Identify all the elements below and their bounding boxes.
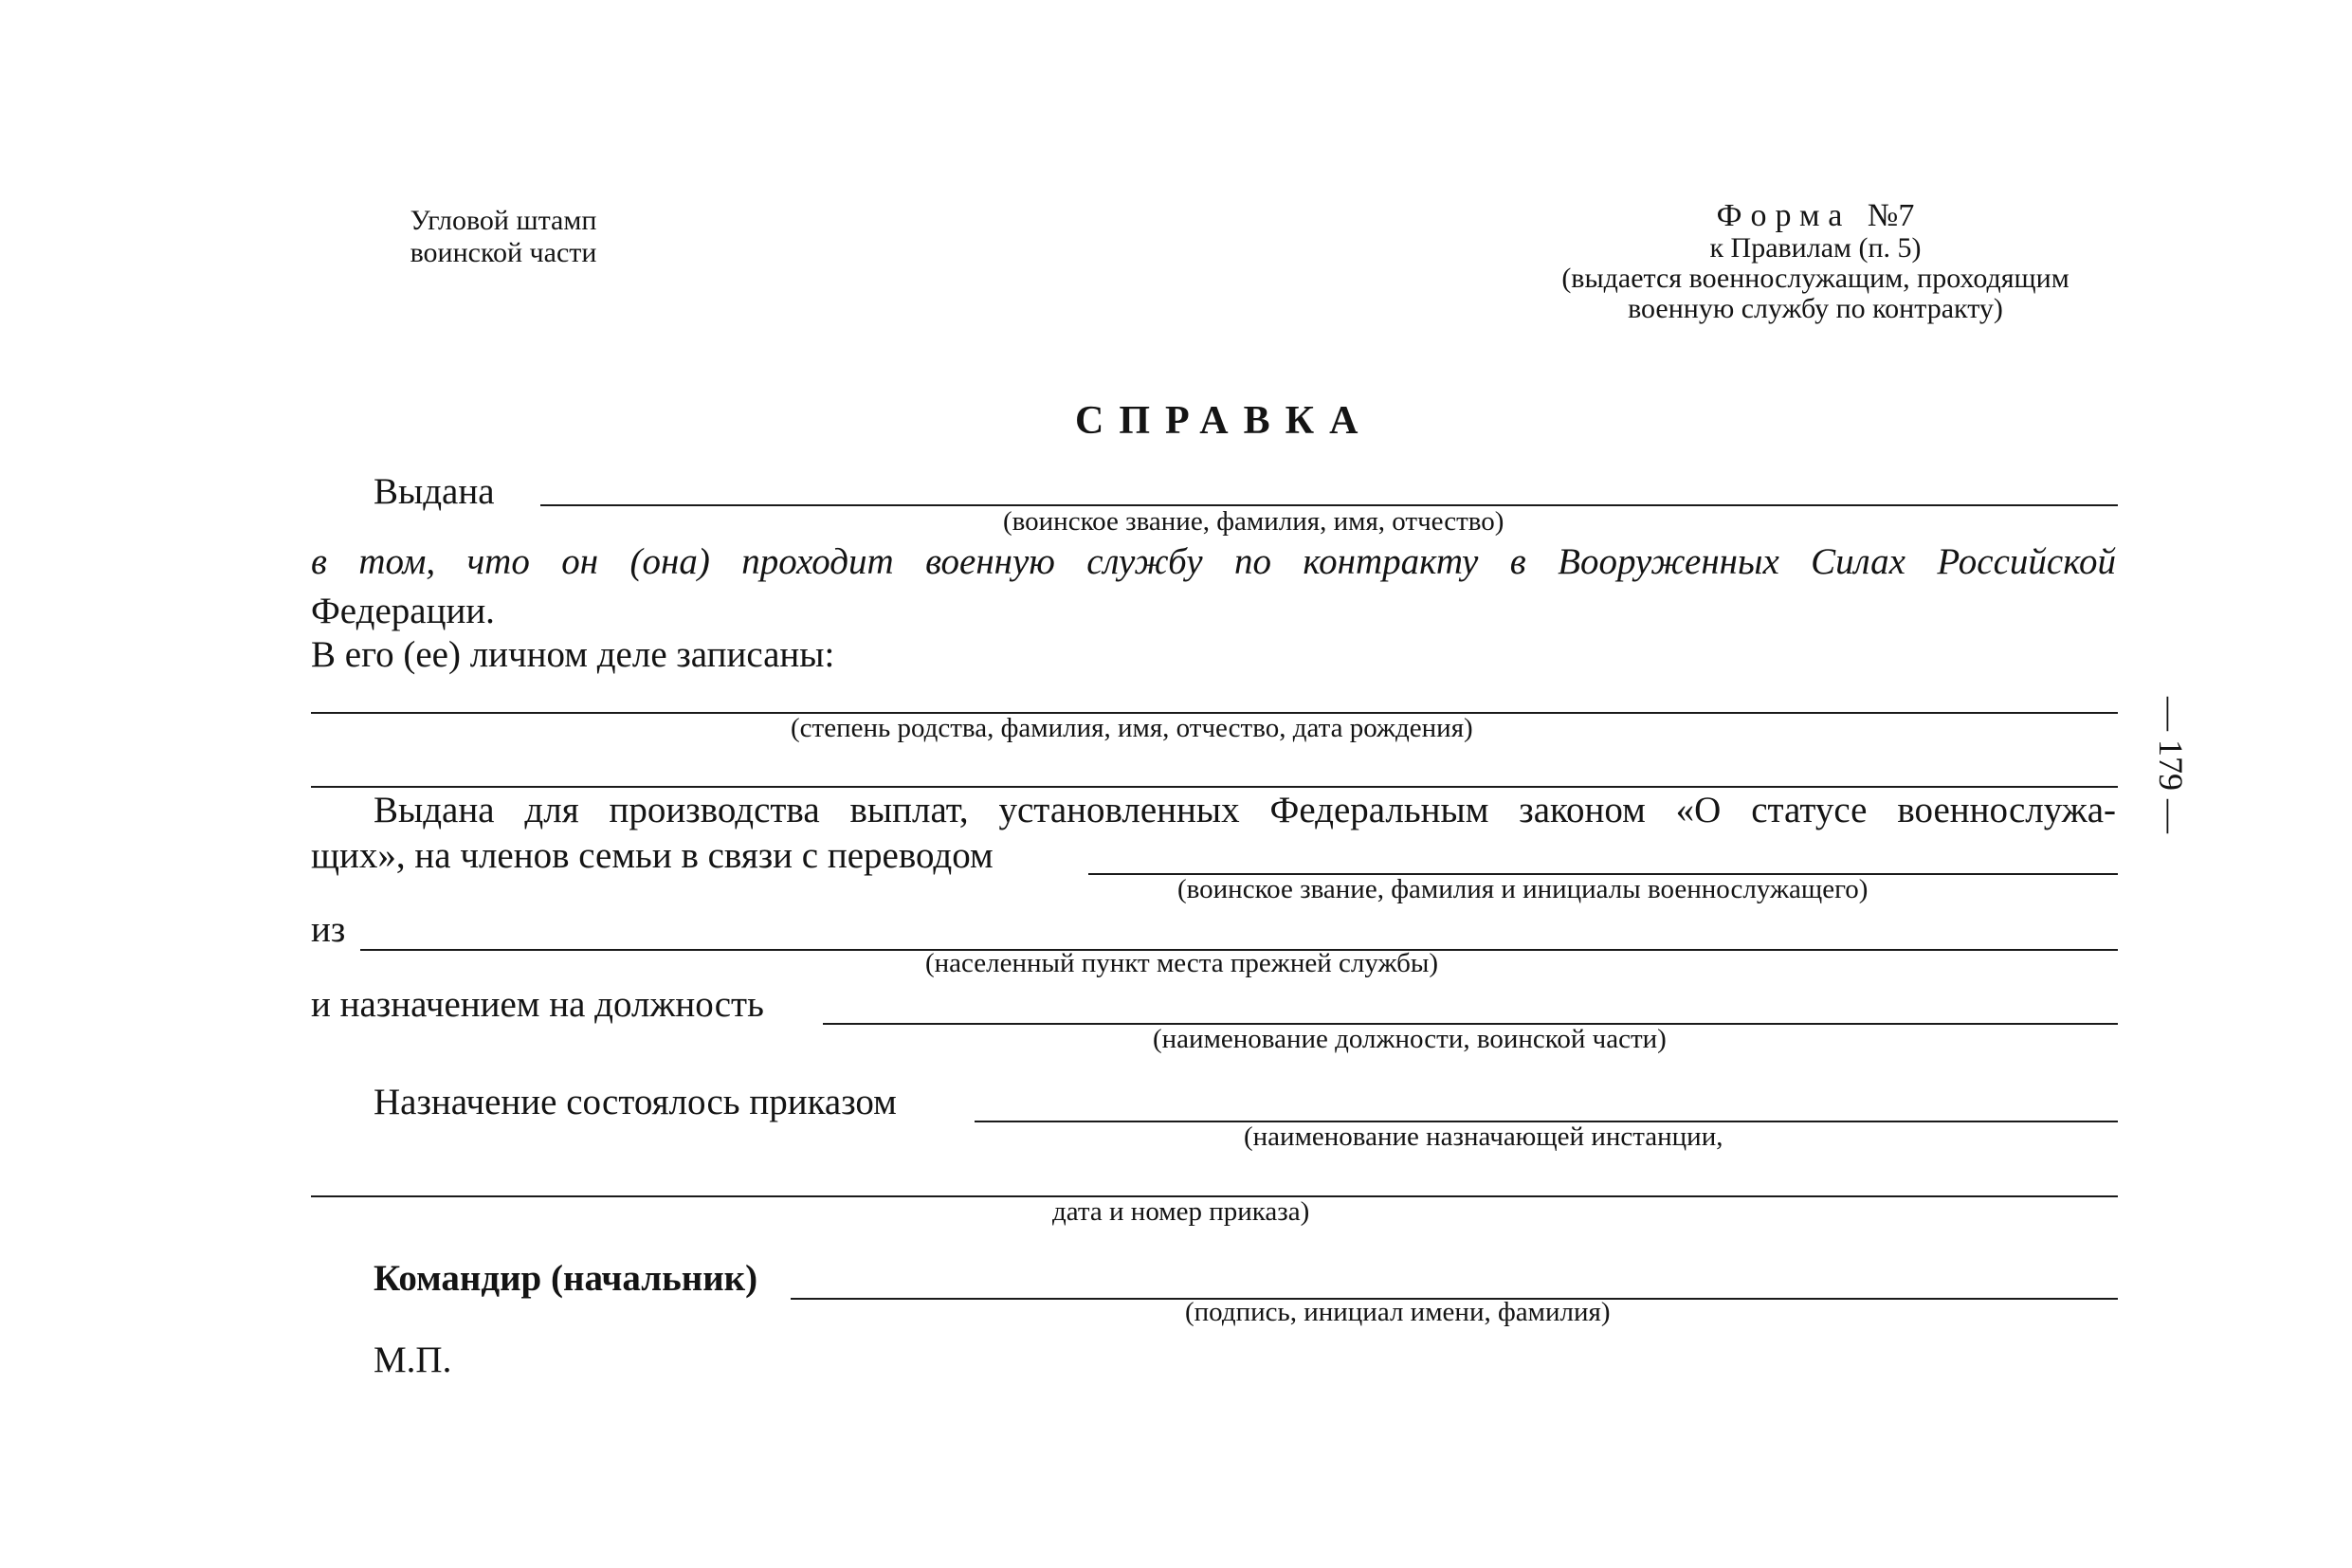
commander-label: Командир (начальник) [374,1258,758,1299]
family-intro: В его (ее) личном деле записаны: [311,634,835,675]
form-note-line-1: (выдается военнослужащим, проходящим [1561,263,2069,294]
from-caption: (населенный пункт места прежней службы) [925,948,1439,978]
page-number: — 179 — [2152,697,2190,833]
issued-label: Выдана [374,471,495,512]
from-label: из [311,909,346,950]
purpose-line-1: Выдана для производства выплат, установленных Федеральным законом «О статусе военнослужа- [374,790,2116,830]
family-field-line-2[interactable] [311,786,2118,788]
order-caption-1: (наименование назначающей инстанции, [1244,1121,1723,1152]
stamp-line-2: воинской части [410,237,597,268]
form-title [1498,198,2133,233]
form-number: №7 [1867,198,1915,233]
order-caption-2: дата и номер приказа) [1052,1196,1310,1227]
family-caption: (степень родства, фамилия, имя, отчество, дата рождения) [791,713,1473,743]
commander-caption: (подпись, инициал имени, фамилия) [1185,1297,1611,1327]
form-header [1498,198,2133,324]
form-note-line-2: военную службу по контракту) [1628,293,2003,324]
serviceman-caption: (воинское звание, фамилия и инициалы военнослужащего) [1177,874,1869,904]
serving-statement-line-1: в том, что он (она) проходит военную службу по контракту в Вооруженных Силах Российской [311,541,2116,582]
document-title: СПРАВКА [1075,399,1374,443]
issued-caption: (воинское звание, фамилия, имя, отчество) [1003,506,1504,537]
form-word: Форма [1716,198,1851,233]
rules-reference: к Правилам (п. 5) [1709,232,1922,264]
position-caption: (наименование должности, воинской части) [1153,1024,1667,1054]
serving-statement-line-2: Федерации. [311,591,495,631]
order-label: Назначение состоялось приказом [374,1082,897,1122]
corner-stamp [391,205,616,269]
position-label: и назначением на должность [311,984,764,1025]
purpose-line-2: щих», на членов семьи в связи с переводом [311,835,994,876]
stamp-line-1: Угловой штамп [410,205,597,236]
seal-place: М.П. [374,1340,452,1380]
